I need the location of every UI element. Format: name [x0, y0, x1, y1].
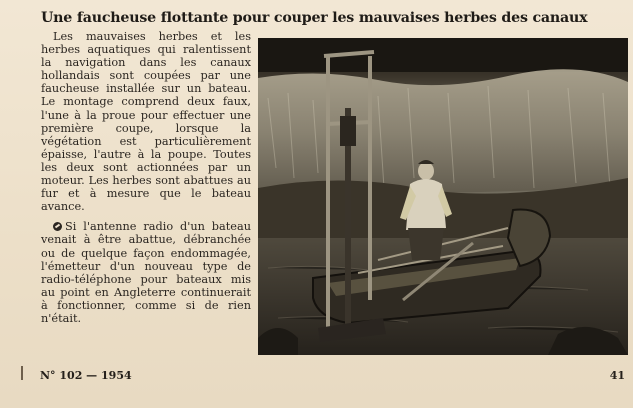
article-paragraph-1: Les mauvaises herbes et les herbes aquatiques qui ralentissent la navigation dans les canaux hollandais sont coupées par une faucheuse installée sur un bateau. Le montage comprend deux faux, l'une à la proue pour effectuer une première coupe, lorsque la végétation est particulièrement épaisse, l'autre à la poupe. Toutes les deux sont actionnées par un moteur. Les herbes sont abattues au fur et à mesure que le bateau avance.	[41, 30, 251, 214]
page-number: 41	[609, 369, 625, 382]
issue-footer: N° 102 — 1954	[40, 369, 132, 382]
article-body	[41, 30, 251, 325]
page-edge-mark	[21, 366, 23, 380]
bullet-icon	[53, 222, 62, 231]
article-paragraph-2	[41, 220, 251, 325]
floating-mower-boat-photo	[258, 38, 628, 355]
article-headline: Une faucheuse flottante pour couper les mauvaises herbes des canaux	[41, 10, 588, 26]
article-paragraph-2-text: Si l'antenne radio d'un bateau venait à être abattue, débranchée ou de quelque façon endommagée, l'émetteur d'un nouveau type de radio-téléphone pour bateaux mis au point en Angleterre continuerait à fonctionner, comme si de rien n'était.	[41, 220, 251, 325]
